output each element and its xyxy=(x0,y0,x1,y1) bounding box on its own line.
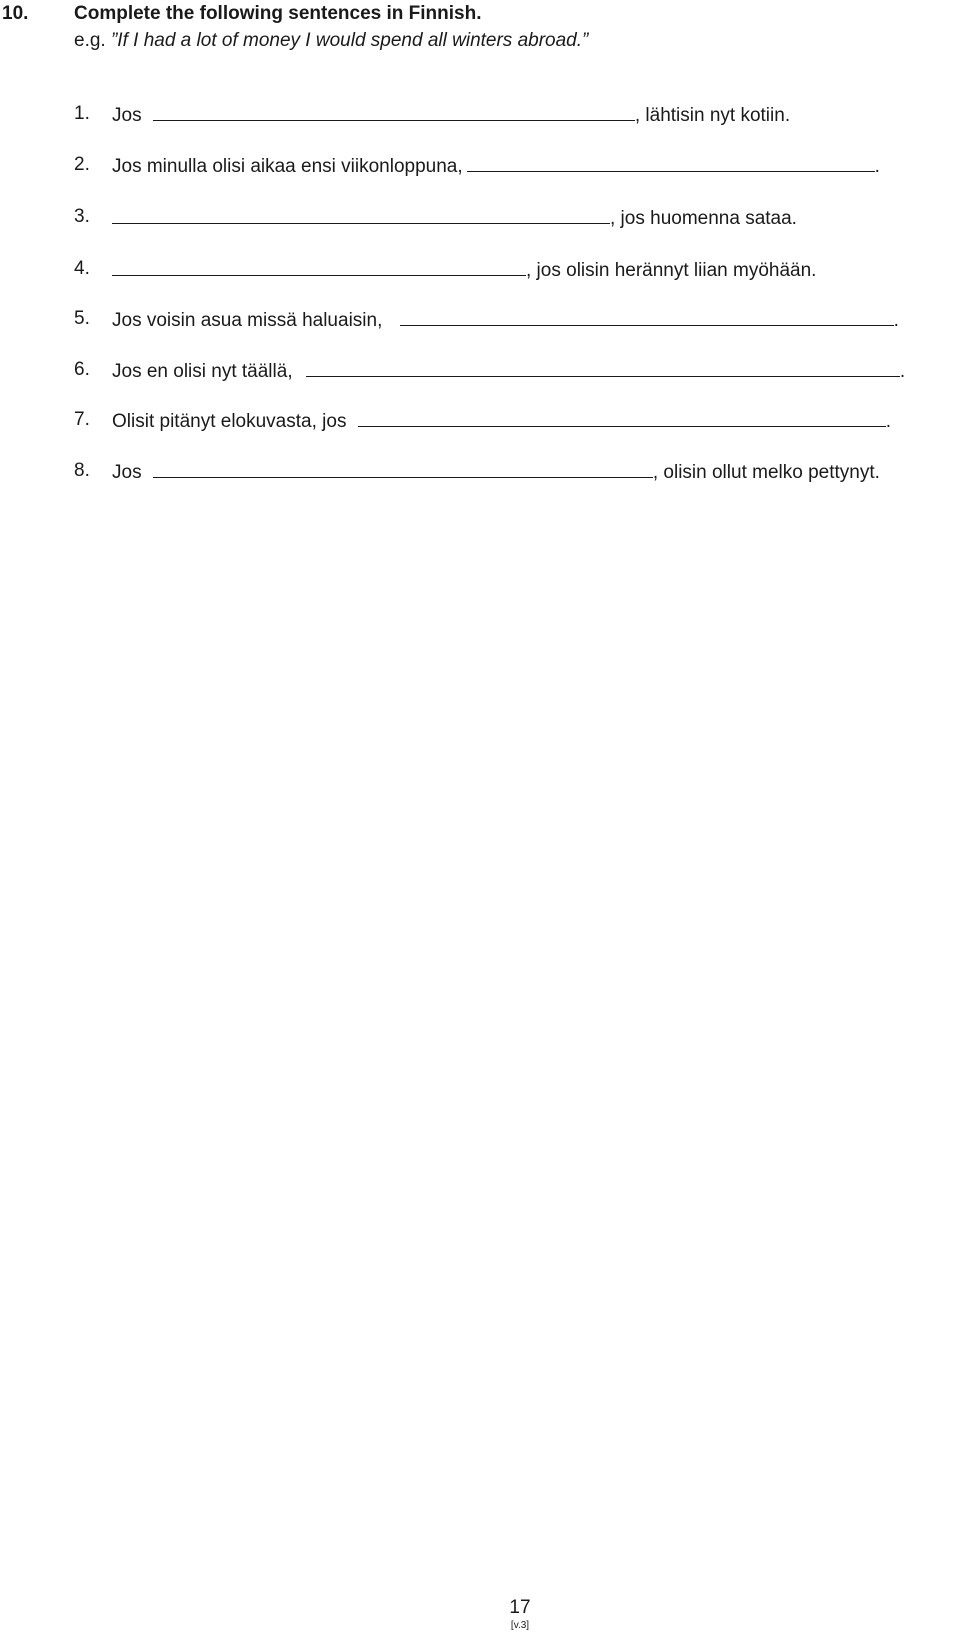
sentence-item-7 xyxy=(0,407,960,435)
item-text-after: , olisin ollut melko pettynyt. xyxy=(652,462,880,483)
item-text-before: Olisit pitänyt elokuvasta, jos xyxy=(112,411,347,432)
item-number: 8. xyxy=(74,460,90,481)
item-text-before: Jos en olisi nyt täällä, xyxy=(112,361,293,382)
item-line xyxy=(112,256,816,284)
item-line xyxy=(112,458,880,486)
item-text-before: Jos xyxy=(112,462,142,483)
item-number: 2. xyxy=(74,154,90,175)
item-line xyxy=(112,357,905,385)
item-text-after: , lähtisin nyt kotiin. xyxy=(634,105,791,126)
item-number: 1. xyxy=(74,103,90,124)
version-tag: [v.3] xyxy=(510,1620,530,1631)
exercise-example xyxy=(74,29,588,53)
answer-blank-3[interactable] xyxy=(112,204,610,224)
answer-blank-7[interactable] xyxy=(358,407,886,427)
exercise-title: Complete the following sentences in Finnish. xyxy=(74,3,482,24)
item-text-after: , jos olisin herännyt liian myöhään. xyxy=(526,260,817,281)
sentence-item-1 xyxy=(0,101,960,129)
example-text: ”If I had a lot of money I would spend all winters abroad.” xyxy=(110,30,589,51)
item-text-after: . xyxy=(893,310,899,331)
answer-blank-5[interactable] xyxy=(400,306,894,326)
answer-blank-6[interactable] xyxy=(306,357,900,377)
item-number: 4. xyxy=(74,258,90,279)
example-prefix: e.g. xyxy=(74,30,106,51)
item-text-before: Jos voisin asua missä haluaisin, xyxy=(112,310,383,331)
item-text-after: , jos huomenna sataa. xyxy=(610,208,797,229)
item-text-after: . xyxy=(899,361,906,382)
sentence-item-3 xyxy=(0,204,960,232)
sentence-item-2 xyxy=(0,152,960,180)
item-line xyxy=(112,407,891,435)
item-line xyxy=(112,101,790,129)
item-text-after: . xyxy=(885,411,892,432)
exercise-number: 10. xyxy=(2,3,29,24)
sentence-item-8 xyxy=(0,458,960,486)
answer-blank-1[interactable] xyxy=(153,101,635,121)
item-number: 5. xyxy=(74,308,90,329)
item-line xyxy=(112,204,797,232)
sentence-item-4 xyxy=(0,256,960,284)
sentence-item-5 xyxy=(0,306,960,334)
sentence-item-6 xyxy=(0,357,960,385)
page-number: 17 xyxy=(509,1597,531,1618)
item-number: 6. xyxy=(74,359,90,380)
item-line xyxy=(112,306,899,334)
answer-blank-4[interactable] xyxy=(112,256,526,276)
item-line xyxy=(112,152,880,180)
item-text-before: Jos xyxy=(112,105,142,126)
item-text-after: . xyxy=(874,156,880,177)
answer-blank-8[interactable] xyxy=(153,458,653,478)
answer-blank-2[interactable] xyxy=(467,152,875,172)
page-footer xyxy=(0,1597,960,1633)
item-number: 3. xyxy=(74,206,90,227)
item-text-before: Jos minulla olisi aikaa ensi viikonloppuna, xyxy=(112,156,463,177)
item-number: 7. xyxy=(74,409,90,430)
